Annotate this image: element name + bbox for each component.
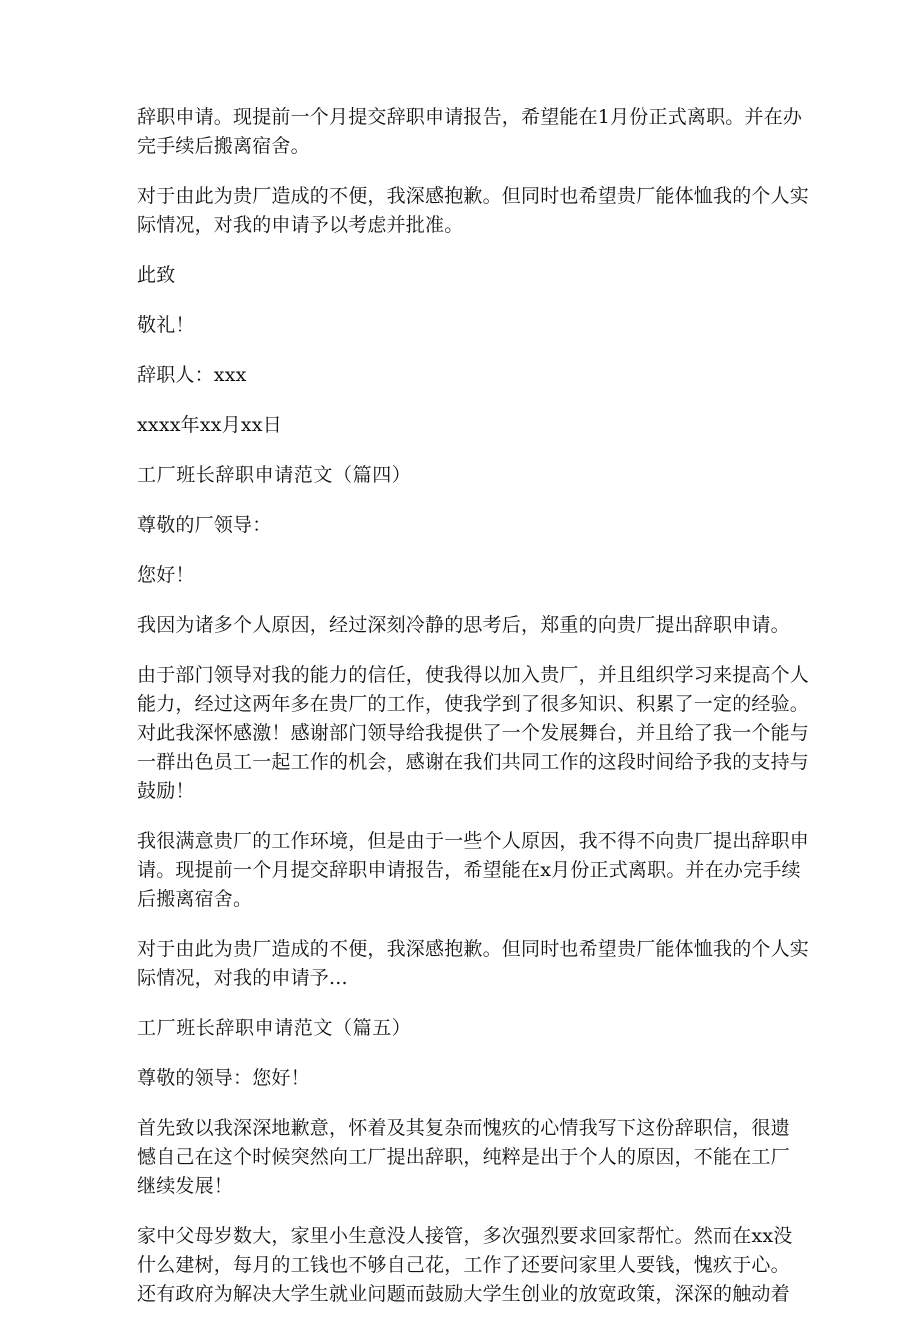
signature-name bbox=[137, 361, 797, 390]
section-heading-part-five bbox=[137, 1014, 797, 1043]
text-line: 尊敬的领导：您好！ bbox=[137, 1067, 310, 1089]
text-line: 您好！ bbox=[137, 564, 195, 586]
text-line: 什么建树，每月的工钱也不够自己花，工作了还要问家里人要钱，愧疚于心。 bbox=[137, 1254, 790, 1276]
document-body bbox=[137, 103, 810, 1330]
text-line: 首先致以我深深地歉意，怀着及其复杂而愧疚的心情我写下这份辞职信，很遗 bbox=[137, 1117, 790, 1139]
greeting-recipient bbox=[137, 511, 797, 540]
text-line: 我很满意贵厂的工作环境，但是由于一些个人原因，我不得不向贵厂提出辞职申 bbox=[137, 830, 810, 852]
greeting-leader bbox=[137, 1064, 797, 1093]
heading-text: 工厂班长辞职申请范文（篇五） bbox=[137, 1017, 412, 1039]
paragraph-reason bbox=[137, 827, 810, 914]
text-line: xxxx年xx月xx日 bbox=[137, 414, 282, 436]
text-line: 能力，经过这两年多在贵厂的工作，使我学到了很多知识、积累了一定的经验。 bbox=[137, 693, 810, 715]
text-line: 我因为诸多个人原因，经过深刻冷静的思考后，郑重的向贵厂提出辞职申请。 bbox=[137, 614, 790, 636]
text-line: 鼓励！ bbox=[137, 780, 195, 802]
greeting-hello bbox=[137, 561, 797, 590]
text-line: 继续发展！ bbox=[137, 1175, 234, 1197]
text-line: 辞职申请。现提前一个月提交辞职申请报告，希望能在1月份正式离职。并在办 bbox=[137, 106, 803, 128]
text-line: 一群出色员工一起工作的机会，感谢在我们共同工作的这段时间给予我的支持与 bbox=[137, 751, 810, 773]
text-line: 后搬离宿舍。 bbox=[137, 888, 253, 910]
text-line: 际情况，对我的申请予... bbox=[137, 967, 348, 989]
text-line: 对此我深怀感激！感谢部门领导给我提供了一个发展舞台，并且给了我一个能与 bbox=[137, 722, 810, 744]
paragraph-resignation-date bbox=[137, 103, 803, 161]
paragraph-gratitude bbox=[137, 661, 810, 806]
closing-regards bbox=[137, 311, 797, 340]
text-line: 尊敬的厂领导： bbox=[137, 514, 272, 536]
text-line: 憾自己在这个时候突然向工厂提出辞职，纯粹是出于个人的原因，不能在工厂 bbox=[137, 1146, 790, 1168]
text-line: 敬礼！ bbox=[137, 314, 195, 336]
text-line: 对于由此为贵厂造成的不便，我深感抱歉。但同时也希望贵厂能体恤我的个人实 bbox=[137, 185, 810, 207]
closing-salutation bbox=[137, 261, 797, 290]
paragraph-apology-truncated bbox=[137, 935, 810, 993]
heading-text: 工厂班长辞职申请范文（篇四） bbox=[137, 464, 412, 486]
text-line: 完手续后搬离宿舍。 bbox=[137, 135, 310, 157]
paragraph-apology bbox=[137, 182, 810, 240]
paragraph-apology-opening bbox=[137, 1114, 797, 1201]
text-line: 此致 bbox=[137, 264, 176, 286]
section-heading-part-four bbox=[137, 461, 797, 490]
text-line: 际情况，对我的申请予以考虑并批准。 bbox=[137, 214, 464, 236]
paragraph-intent bbox=[137, 611, 797, 640]
paragraph-family-reason bbox=[137, 1222, 797, 1309]
text-line: 请。现提前一个月提交辞职申请报告，希望能在x月份正式离职。并在办完手续 bbox=[137, 859, 801, 881]
signature-date bbox=[137, 411, 797, 440]
text-line: 对于由此为贵厂造成的不便，我深感抱歉。但同时也希望贵厂能体恤我的个人实 bbox=[137, 938, 810, 960]
text-line: 还有政府为解决大学生就业问题而鼓励大学生创业的放宽政策，深深的触动着 bbox=[137, 1283, 790, 1305]
text-line: 辞职人：xxx bbox=[137, 364, 247, 386]
text-line: 家中父母岁数大，家里小生意没人接管，多次强烈要求回家帮忙。然而在xx没 bbox=[137, 1225, 793, 1247]
text-line: 由于部门领导对我的能力的信任，使我得以加入贵厂，并且组织学习来提高个人 bbox=[137, 664, 810, 686]
